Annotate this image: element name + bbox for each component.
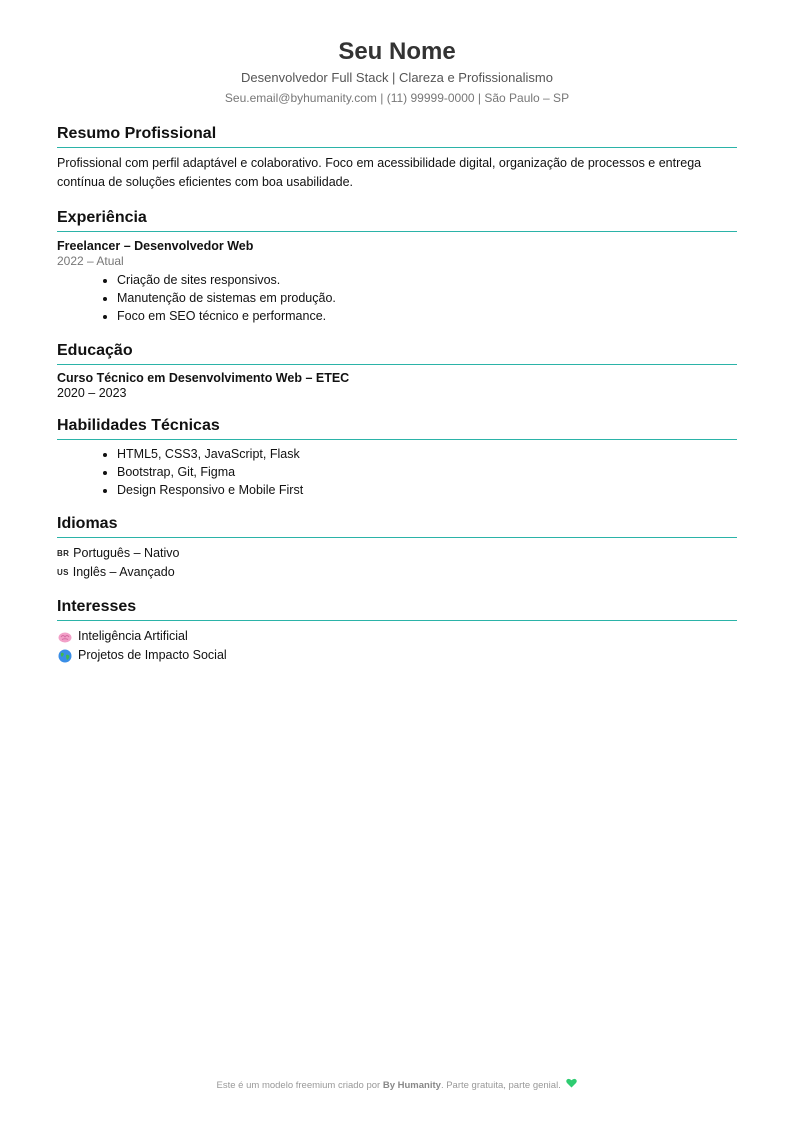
- section-interesses: [57, 597, 737, 665]
- section-habilidades: [57, 416, 737, 499]
- list-item: [57, 646, 737, 665]
- section-experiencia: [57, 208, 737, 325]
- languages-list: [57, 544, 737, 582]
- list-item: • Foco em SEO técnico e performance.: [117, 307, 737, 325]
- interests-list: [57, 627, 737, 665]
- list-item: • Manutenção de sistemas em produção.: [117, 289, 737, 307]
- job-responsibilities: [57, 271, 737, 325]
- course-period: 2020 – 2023: [57, 386, 127, 400]
- footer-suffix: . Parte gratuita, parte genial.: [440, 1080, 561, 1092]
- list-item: • Criação de sites responsivos.: [117, 271, 737, 289]
- section-title-educacao: Educação: [57, 341, 737, 365]
- brazil-flag-icon: BR: [57, 549, 70, 558]
- skills-list: [57, 445, 737, 499]
- list-item: [57, 627, 737, 646]
- footer-brand: By Humanity: [382, 1080, 441, 1092]
- section-title-resumo: Resumo Profissional: [57, 124, 737, 148]
- heart-icon: [566, 1078, 577, 1093]
- section-resumo: [57, 124, 737, 192]
- list-item: [57, 544, 737, 563]
- interest-label: Inteligência Artificial: [78, 629, 188, 643]
- resumo-text: Profissional com perfil adaptável e colaborativo. Foco em acessibilidade digital, organização de processos e entrega contínua de soluções eficientes com boa usabilidade.: [57, 156, 702, 189]
- course-title: Curso Técnico em Desenvolvimento Web – ETEC: [57, 371, 350, 385]
- list-item: • Design Responsivo e Mobile First: [117, 481, 737, 499]
- section-title-habilidades: Habilidades Técnicas: [57, 416, 737, 440]
- footer-prefix: Este é um modelo freemium criado por: [216, 1080, 381, 1092]
- us-flag-icon: US: [57, 568, 69, 577]
- job-period: 2022 – Atual: [57, 254, 124, 268]
- contact-info: Seu.email@byhumanity.com | (11) 99999-0000 | São Paulo – SP: [224, 91, 570, 105]
- resume-header: [57, 0, 737, 106]
- headline: Desenvolvedor Full Stack | Clareza e Profissionalismo: [241, 70, 553, 85]
- section-idiomas: [57, 514, 737, 582]
- footer-note: [0, 1078, 794, 1093]
- brain-icon: [57, 629, 73, 645]
- section-educacao: [57, 341, 737, 401]
- job-title: Freelancer – Desenvolvedor Web: [57, 239, 254, 253]
- section-title-experiencia: Experiência: [57, 208, 737, 232]
- globe-icon: [57, 648, 73, 664]
- list-item: • Bootstrap, Git, Figma: [117, 463, 737, 481]
- list-item: • HTML5, CSS3, JavaScript, Flask: [117, 445, 737, 463]
- interest-label: Projetos de Impacto Social: [78, 648, 227, 662]
- resume-page: [57, 0, 737, 665]
- section-title-interesses: Interesses: [57, 597, 737, 621]
- section-title-idiomas: Idiomas: [57, 514, 737, 538]
- language-label: Português – Nativo: [73, 546, 180, 560]
- person-name: Seu Nome: [338, 38, 456, 65]
- list-item: [57, 563, 737, 582]
- language-label: Inglês – Avançado: [72, 565, 175, 579]
